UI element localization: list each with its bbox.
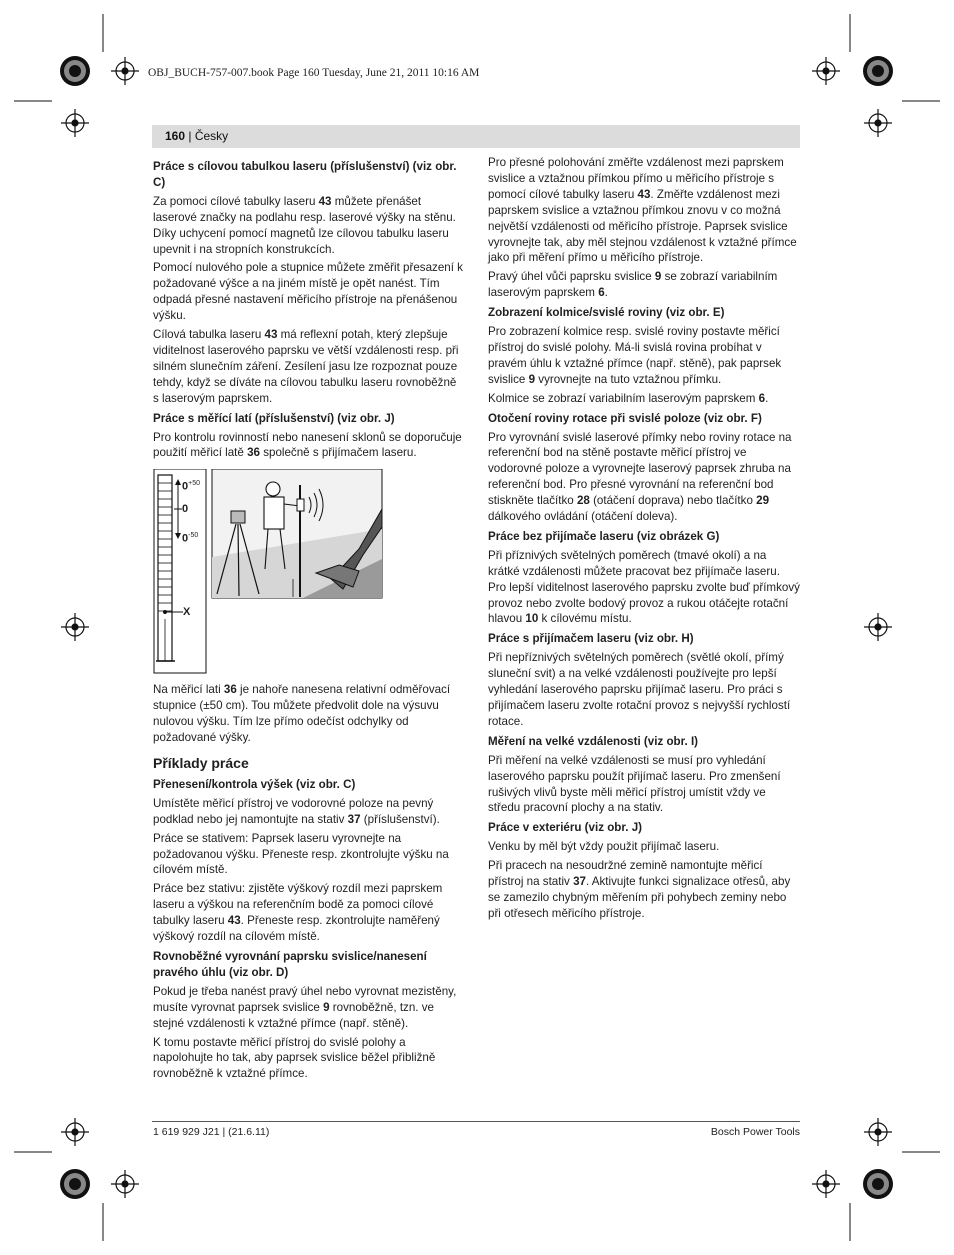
paragraph: Při nepříznivých světelných poměrech (světlé okolí, přímý sluneční svit) a na velké vzdálenosti používejte pro lepší vyhledání laserového paprsku přijímač laseru. Pro práci s přijímačem laseru zvolte rotační provoz s nejvyšší rychlostí rotace. xyxy=(488,651,791,728)
scale-label-top: $0^{+50}$ xyxy=(182,480,200,493)
heading-outdoor: Práce v exteriéru (viz obr. J) xyxy=(488,821,643,835)
paragraph: Při měření na velké vzdálenosti se musí pro vyhledání laserového paprsku použít přijímač laseru. Pro zmenšení rušivých vlivů byste měli měřicí přístroj umístit vždy ve středu pracovní plochy a na stativ. xyxy=(488,753,781,815)
heading-target-plate: Práce s cílovou tabulkou laseru (příslušenství) (viz obr. C) xyxy=(153,160,457,189)
paragraph: Pravý úhel vůči paprsku svislice 9 se zobrazí variabilním laserovým paprskem 6. xyxy=(488,270,778,300)
footer-brand: Bosch Power Tools xyxy=(710,1126,800,1138)
heading-height-transfer: Přenesení/kontrola výšek (viz obr. C) xyxy=(153,777,356,791)
paragraph: Kolmice se zobrazí variabilním laserovým paprskem 6. xyxy=(488,391,769,405)
left-column xyxy=(153,155,465,1085)
paragraph: Pomocí nulového pole a stupnice můžete změřit přesazení k požadované výšce a na jiném místě je opět nanést. Tím odpadá přesné nastavení měřicího přístroje na přenášenou výšku. xyxy=(153,261,463,323)
paragraph: Cílová tabulka laseru 43 má reflexní potah, který zlepšuje viditelnost laserového paprsku ve větší vzdálenosti resp. při silném slunečním záření. Zesílení jasu lze rozpoznat pouze tehdy, když se díváte na cílovou tabulku laseru rovnoběžně s laserovým paprskem. xyxy=(153,328,459,405)
paragraph: Práce se stativem: Paprsek laseru vyrovnejte na požadovanou výšku. Přeneste resp. zkontrolujte výšku na cílovém místě. xyxy=(153,831,449,877)
heading-with-receiver: Práce s přijímačem laseru (viz obr. H) xyxy=(488,632,694,646)
scale-label-zero: 0 xyxy=(182,503,189,516)
heading-without-receiver: Práce bez přijímače laseru (viz obrázek G) xyxy=(488,529,720,543)
figure-measuring-rod xyxy=(153,469,385,674)
print-slug: OBJ_BUCH-757-007.book Page 160 Tuesday, June 21, 2011 10:16 AM xyxy=(148,67,480,79)
paragraph: Venku by měl být vždy použit přijímač laseru. xyxy=(488,840,720,854)
heading-rotation-plane: Otočení roviny rotace při svislé poloze (viz obr. F) xyxy=(488,411,762,425)
footer-doc-number: 1 619 929 J21 | (21.6.11) xyxy=(153,1126,270,1138)
page-header xyxy=(165,129,228,143)
paragraph: Při příznivých světelných poměrech (tmavé okolí) a na krátké vzdálenosti můžete pracovat bez přijímače laseru. Pro lepší viditelnost laserového paprsku zvolte buď přímkový provoz nebo zvolte bodový provoz a rukou otáčejte rotační hlavou 10 k cílovému místu. xyxy=(488,548,800,626)
heading-measuring-rod: Práce s měřící latí (příslušenství) (viz obr. J) xyxy=(153,411,395,425)
paragraph: Za pomoci cílové tabulky laseru 43 můžete přenášet laserové značky na podlahu resp. laserové výšky na stěnu. Díky uchycení pomocí magnetů lze cílovou tabulku laseru upevnit i na stropních konstrukcích. xyxy=(153,194,456,256)
heading-plumb-line: Zobrazení kolmice/svislé roviny (viz obr. E) xyxy=(488,306,725,320)
paragraph: Práce bez stativu: zjistěte výškový rozdíl mezi paprskem laseru a výškou na referenčním bodě za pomoci cílové tabulky laseru 43. Přeneste resp. zkontrolujte naměřený výškový rozdíl na cílovém místě. xyxy=(153,882,443,944)
header-separator: | xyxy=(185,129,195,143)
label-x: X xyxy=(183,606,191,619)
paragraph: Pokud je třeba nanést pravý úhel nebo vyrovnat mezistěny, musíte vyrovnat paprsek svislice 9 rovnoběžně, tzn. ve stejné vzdálenosti k vztažné přímce (např. stěně). xyxy=(153,984,457,1030)
measuring-rod-illustration xyxy=(153,469,385,674)
heading-long-distance: Měření na velké vzdálenosti (viz obr. I) xyxy=(488,734,699,748)
paragraph: Pro přesné polohování změřte vzdálenost mezi paprskem svislice a vztažnou přímkou přímo u měřicího přístroje s pomocí cílové tabulky laseru 43. Změřte vzdálenost mezi paprskem svislice a vztažnou přímkou znovu v co možná největší vzdálenosti od měřicího přístroje. Paprsek svislice vyrovnejte tak, aby měl stejnou vzdálenost k vztažné přímce jako při měření přímo u měřicího přístroje. xyxy=(488,156,797,265)
paragraph: K tomu postavte měřicí přístroj do svislé polohy a napolohujte ho tak, aby paprsek svislice běžel přibližně rovnoběžně k vztažné přímce. xyxy=(153,1035,436,1081)
paragraph: Při pracech na nesoudržné zemině namontujte měřicí přístroj na stativ 37. Aktivujte funkci signalizace otřesů, aby se zamezilo chybným měřením při pohybech zeminy nebo při otřesech měřicího přístroje. xyxy=(488,859,791,920)
paragraph: Pro zobrazení kolmice resp. svislé roviny postavte měřicí přístroj do svislé polohy. Má-li svislá rovina probíhat v pravém úhlu k vztažné přímce (např. stěně), pak paprsek svislice 9 vyrovnejte na tuto vztažnou přímku. xyxy=(488,325,782,386)
paragraph: Pro kontrolu rovinností nebo nanesení sklonů se doporučuje použití měřicí latě 36 společně s přijímačem laseru. xyxy=(153,430,462,460)
paragraph: Umístěte měřicí přístroj ve vodorovné poloze na pevný podklad nebo jej namontujte na stativ 37 (příslušenství). xyxy=(153,796,440,826)
heading-parallel-alignment: Rovnoběžné vyrovnání paprsku svislice/nanesení pravého úhlu (viz obr. D) xyxy=(153,950,427,979)
section-heading: Příklady práce xyxy=(153,754,249,771)
scale-label-bottom: $0^{-50}$ xyxy=(182,532,199,545)
right-column xyxy=(488,155,800,925)
header-language: Česky xyxy=(194,129,229,143)
paragraph: Pro vyrovnání svislé laserové přímky nebo roviny rotace na referenční bod na stěně postavte měřicí přístroj ve vodorovné poloze a vyrovnejte laserový paprsek zhruba na referenční bod. Pro přesné vyrovnání na referenční bod stiskněte tlačítko 28 (otáčení doprava) nebo tlačítko 29 dálkového ovládání (otáčení doleva). xyxy=(488,430,792,524)
paragraph: Na měřicí lati 36 je nahoře nanesena relativní odměřovací stupnice (±50 cm). Tou můžete předvolit dole na výsuvu nulovou výšku. Tím lze přímo odečíst odchylky od požadované výšky. xyxy=(153,683,451,745)
page-number: 160 xyxy=(165,129,186,143)
header-bar xyxy=(152,125,800,148)
footer-divider xyxy=(152,1121,800,1122)
